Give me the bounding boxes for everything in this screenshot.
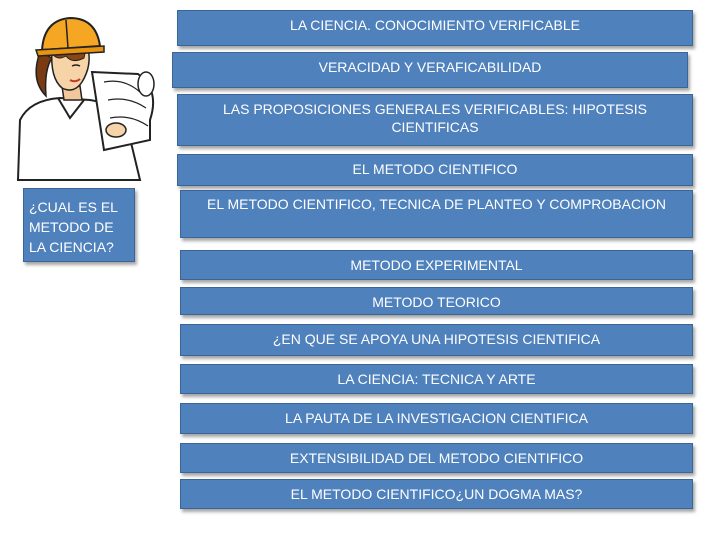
topic-label: EL METODO CIENTIFICO, TECNICA DE PLANTEO Y COMPROBACION: [207, 196, 666, 212]
topic-label: LA PAUTA DE LA INVESTIGACION CIENTIFICA: [285, 410, 588, 426]
side-question-text: ¿CUAL ES EL METODO DE LA CIENCIA?: [29, 199, 118, 255]
topic-label: EL METODO CIENTIFICO: [352, 161, 518, 177]
topic-tecnica-planteo-comprobacion[interactable]: [180, 190, 693, 238]
topic-pauta-investigacion[interactable]: [180, 403, 693, 434]
topic-ciencia-conocimiento-verificable[interactable]: [177, 10, 693, 46]
topic-extensibilidad-metodo[interactable]: [180, 443, 693, 473]
topic-metodo-teorico[interactable]: [180, 287, 693, 315]
topic-label: LA CIENCIA. CONOCIMIENTO VERIFICABLE: [290, 17, 580, 33]
topic-metodo-dogma[interactable]: [180, 479, 693, 509]
topic-label: METODO EXPERIMENTAL: [350, 257, 523, 273]
topic-metodo-experimental[interactable]: [180, 250, 693, 280]
topic-label: EXTENSIBILIDAD DEL METODO CIENTIFICO: [289, 450, 584, 466]
topic-label: LA CIENCIA: TECNICA Y ARTE: [337, 371, 536, 387]
topic-apoyo-hipotesis[interactable]: [180, 324, 693, 356]
topic-ciencia-tecnica-arte[interactable]: [180, 364, 693, 394]
topic-label: ¿EN QUE SE APOYA UNA HIPOTESIS CIENTIFICA: [272, 331, 601, 347]
side-question-box: [23, 188, 135, 262]
topic-metodo-cientifico[interactable]: [177, 154, 693, 186]
topic-veracidad-verificabilidad[interactable]: [172, 52, 688, 88]
topic-label: EL METODO CIENTIFICO¿UN DOGMA MAS?: [290, 486, 583, 502]
topic-label: VERACIDAD Y VERAFICABILIDAD: [318, 59, 542, 75]
topic-proposiciones-hipotesis[interactable]: [177, 94, 693, 146]
engineer-with-blueprints-icon: [0, 0, 170, 185]
topic-label: LAS PROPOSICIONES GENERALES VERIFICABLES: HIPOTESIS CIENTIFICAS: [222, 101, 647, 135]
topic-label: METODO TEORICO: [372, 294, 501, 310]
